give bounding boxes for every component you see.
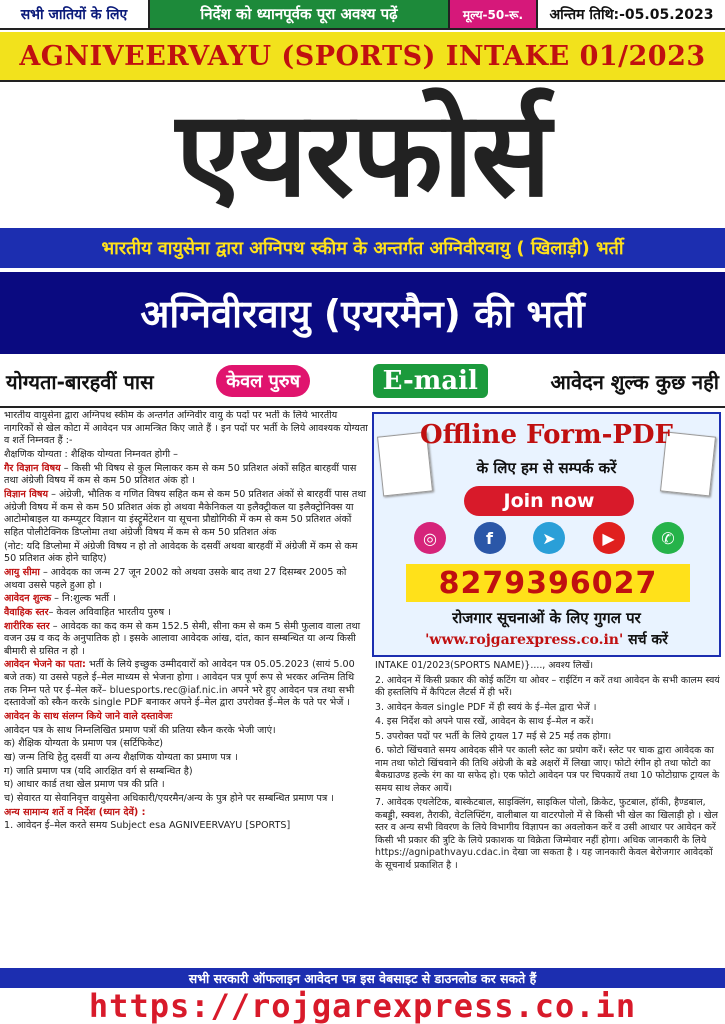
doc-item: ख) जन्म तिथि हेतु दसवीं या अन्य शैक्षणिक योग्यता का प्रमाण पत्र । — [4, 752, 238, 764]
send-label: आवेदन भेजने का पता: — [4, 659, 86, 671]
divider — [0, 406, 725, 408]
age-label: आयु सीमा — [4, 566, 40, 578]
telegram-icon[interactable]: ➤ — [533, 522, 565, 554]
social-icons — [414, 522, 684, 558]
intake-title: AGNIVEERVAYU (SPORTS) INTAKE 01/2023 — [0, 32, 725, 82]
recruitment-banner: अग्निवीरवायु (एयरमैन) की भर्ती — [0, 272, 725, 354]
marital-text: – केवल अविवाहित भारतीय पुरुष । — [48, 606, 171, 618]
footer-line: सभी सरकारी ऑफलाइन आवेदन पत्र इस वेबसाइट से डाउनलोड कर सकते हैं — [0, 968, 725, 988]
note-text: (नोट: यदि डिप्लोमा में अंग्रेजी विषय न हो तो आवेदक के दसवीं अथवा बारहवीं में अंग्रेजी में कम से कम 50 प्रतिशत अंक होने चाहिए) — [4, 540, 358, 565]
fee-para — [4, 593, 368, 606]
list-item: INTAKE 01/2023(SPORTS NAME)}...., अवश्य लिखें। — [375, 660, 594, 671]
non-science-para — [4, 463, 368, 488]
offline-form-ad — [372, 412, 721, 657]
last-date-label: अन्तिम तिथि:-05.05.2023 — [538, 0, 725, 28]
ad-subtitle: के लिए हम से सम्पर्क करें — [476, 459, 617, 477]
list-item: 5. उपरोक्त पदों पर भर्ती के लिये ट्रायल 17 मई से 25 मई तक होगा। — [375, 730, 612, 742]
gender-badge: केवल पुरुष — [216, 365, 310, 397]
price-label: मूल्य-50-रू. — [450, 0, 538, 28]
send-para — [4, 659, 368, 710]
badges-row — [0, 358, 725, 404]
join-now-button[interactable]: Join now — [464, 486, 634, 516]
fee-label: आवेदन शुल्क — [4, 593, 52, 605]
email-badge: E-mail — [373, 364, 488, 398]
doc-item: घ) आधार कार्ड तथा खेल प्रमाण पत्र की प्रति । — [4, 779, 165, 791]
edu-heading: शैक्षणिक योग्यता : शैक्षिक योग्यता निम्नवत होगी – — [4, 448, 178, 460]
instagram-icon[interactable]: ◎ — [414, 522, 446, 554]
marital-label: वैवाहिक स्तर — [4, 606, 49, 618]
docs-intro: आवेदन पत्र के साथ निम्नलिखित प्रमाण पत्रों की प्रतिया स्कैन करके भेजी जाएं। — [4, 724, 276, 736]
page-title: एयरफोर्स — [175, 85, 550, 223]
right-column — [375, 660, 721, 970]
sub-banner: भारतीय वायुसेना द्वारा अग्निपथ स्कीम के अन्तर्गत अग्निवीरवायु ( खिलाड़ी) भर्ती — [0, 228, 725, 268]
qualification-badge: योग्यता-बारहवीं पास — [6, 369, 154, 394]
science-text: – अंग्रेजी, भौतिक व गणित विषय सहित कम से कम 50 प्रतिशत अंकों से बारहवीं पास तथा अंग्रेजी विषय में कम से कम 50 प्रतिशत अंक हो अथवा मैकेनिकल या इलैक्ट्रीकल या इलैक्ट्रोनिक्स या आटोमोबाइल या कम्प्यूटर विज्ञान या इंस्ट्रूमेंटेशन या सूचना प्रौद्योगिकी में कम से कम 50 प्रतिशत अंकों सहित पोलीटेक्निक डिप्लोमा तथा अंग्रेजी विषय में कम से कम 50 प्रतिशत अंक — [4, 488, 366, 538]
docs-heading: आवेदन के साथ संलग्न किये जाने वाले दस्तावेजः — [4, 711, 173, 723]
left-column — [4, 410, 368, 970]
marital-para — [4, 607, 368, 620]
age-para — [4, 567, 368, 592]
ad-title: Offline Form-PDF — [420, 420, 673, 450]
send-text: भर्ती के लिये इच्छुक उम्मीदवारों को आवेदन पत्र 05.05.2023 (सायं 5.00 बजे तक) या उससे पहले ई–मेल माध्यम से भेजना होगा । आवेदन पत्र पूर्ण रूप से भरकर अन्तिम तिथि तक निम्न पते पर ई–मेल करें– bluesports.rec@iaf.nic.in अपने भरे हुए आवेदन पत्र तथा सभी दस्तावेजों को स्कैन करके single PDF बनाकर अपने ई–मेल द्वारा उपरोक्त ई–मेल के पते पर भेजें । — [4, 659, 355, 709]
non-science-text: – किसी भी विषय से कुल मिलाकर कम से कम 50 प्रतिशत अंकों सहित बारहवीं पास तथा अंग्रेजी विषय में कम से कम 50 प्रतिशत अंक हो । — [4, 462, 357, 487]
fee-badge: आवेदन शुल्क कुछ नही — [550, 369, 719, 394]
top-bar — [0, 0, 725, 30]
ad-search-line — [374, 630, 719, 649]
physical-text: – आवेदक का कद कम से कम 152.5 सेमी, सीना कम से कम 5 सेमी फुलाव वाला तथा वजन उम्र व कद के अनुपातिक हो । इसके आलावा आवेदक आंख, दांत, कान सम्बन्धित या अन्य किसी बीमारी से ग्रसित न हो । — [4, 620, 361, 657]
footer-url[interactable]: https://rojgarexpress.co.in — [0, 988, 725, 1024]
list-item: 3. आवेदन केवल single PDF में ही स्वयं के ई–मेल द्वारा भेजें । — [375, 701, 597, 713]
list-item: 6. फोटो खिंचवाते समय आवेदक सीने पर काली स्लेट का प्रयोग करें। स्लेट पर चाक द्वारा आवेदक का नाम तथा फोटो खिंचवाने की तिथि अंग्रेजी के बडे अक्षरों में लिखा जाए। फोटो रंगीन हो तथा फोटो का बैकग्राउण्ड हल्के रंग का या सफेद हो। एक फोटो आवेदन पत्र पर चिपकायें तथा 10 फोटोग्राफ ट्रायल के समय साथ लेकर आयें। — [375, 745, 720, 794]
age-text: – आवेदक का जन्म 27 जून 2002 को अथवा उसके बाद तथा 27 दिसम्बर 2005 को अथवा उससे पहले हुआ हो । — [4, 566, 347, 591]
physical-label: शारीरिक स्तर — [4, 620, 50, 632]
doc-item: च) सेवारत या सेवानिवृत्त वायुसेना अधिकारी/एयरमैन/अन्य के पुत्र होने पर सम्बन्धित प्रमाण पत्र । — [4, 793, 334, 805]
ad-google-line: रोजगार सूचनाओं के लिए गुगल पर — [452, 609, 641, 627]
doc-item: ग) जाति प्रमाण पत्र (यदि आरक्षित वर्ग से सम्बन्धित है) — [4, 765, 193, 777]
ad-search-text: सर्च करें — [623, 632, 668, 648]
whatsapp-icon[interactable]: ✆ — [652, 522, 684, 554]
phone-number[interactable]: 8279396027 — [406, 564, 690, 602]
physical-para — [4, 621, 368, 659]
general-heading: अन्य सामान्य शर्ते व निर्देश (ध्यान देवें) : — [4, 806, 146, 818]
list-item: 7. आवेदक एथलेटिक, बास्केटबाल, साइक्लिंग, साइकिल पोलो, क्रिकेट, फुटबाल, हॉकी, हैण्डबाल, कबड्डी, स्क्वश, तैराकी, वेटलिफ्टिंग, वालीबाल या वाटरपोलो में से किसी भी खेल का खिलाड़ी हो । खेल स्तर व अन्य सभी विवरण के लिये विभागीय विज्ञापन का अवलोकन करें व उसी आधार पर आवेदन करें किसी भी प्रकार की त्रुटि के लिये प्रकाशक या विक्रेता जिम्मेवार नहीं होगा। अधिक जानकारी के लिये https://agnipathvayu.cdac.in देखा जा सकता है । यह जानकारी केवल बेरोजगार आवेदकों के सूचनार्थ प्रकाशित है । — [375, 797, 719, 871]
list-item: 2. आवेदन में किसी प्रकार की कोई कटिंग या ओवर – राईटिंग न करें तथा आवेदन के सभी कालम स्वयं की हस्तलिपि में कैपिटल लैटर्स में ही भरें। — [375, 674, 720, 698]
doc-item: क) शैक्षिक योग्यता के प्रमाण पत्र (सर्टिफिकेट) — [4, 738, 164, 750]
non-science-label: गैर विज्ञान विषय — [4, 462, 61, 474]
instruction-label: निर्देश को ध्यानपूर्वक पूरा अवश्य पढ़ें — [150, 0, 450, 28]
science-para — [4, 489, 368, 540]
intro-text: भारतीय वायुसेना द्वारा अग्निपथ स्कीम के अन्तर्गत अग्निवीर वायु के पदों पर भर्ती के लिये भारतीय नागरिकों से खेल कोटा में आवेदन पत्र आमन्त्रित किए जाते हैं । इन पदों पर भर्ती के लिये आवश्यक योग्यता व शर्ते निम्नवत हैं :- — [4, 410, 368, 447]
general-item: 1. आवेदन ई–मेल करते समय Subject esa AGNIVEERVAYU [SPORTS] — [4, 820, 291, 832]
fee-text: – नि:शुल्क भर्ती । — [51, 593, 116, 605]
for-all-label: सभी जातियों के लिए — [0, 0, 150, 28]
science-label: विज्ञान विषय — [4, 488, 49, 500]
youtube-icon[interactable]: ▶ — [593, 522, 625, 554]
facebook-icon[interactable]: f — [474, 522, 506, 554]
ad-url[interactable]: 'www.rojgarexpress.co.in' — [425, 632, 624, 648]
list-item: 4. इस निर्देश को अपने पास रखें, आवेदन के साथ ई–मेल न करें। — [375, 716, 594, 727]
